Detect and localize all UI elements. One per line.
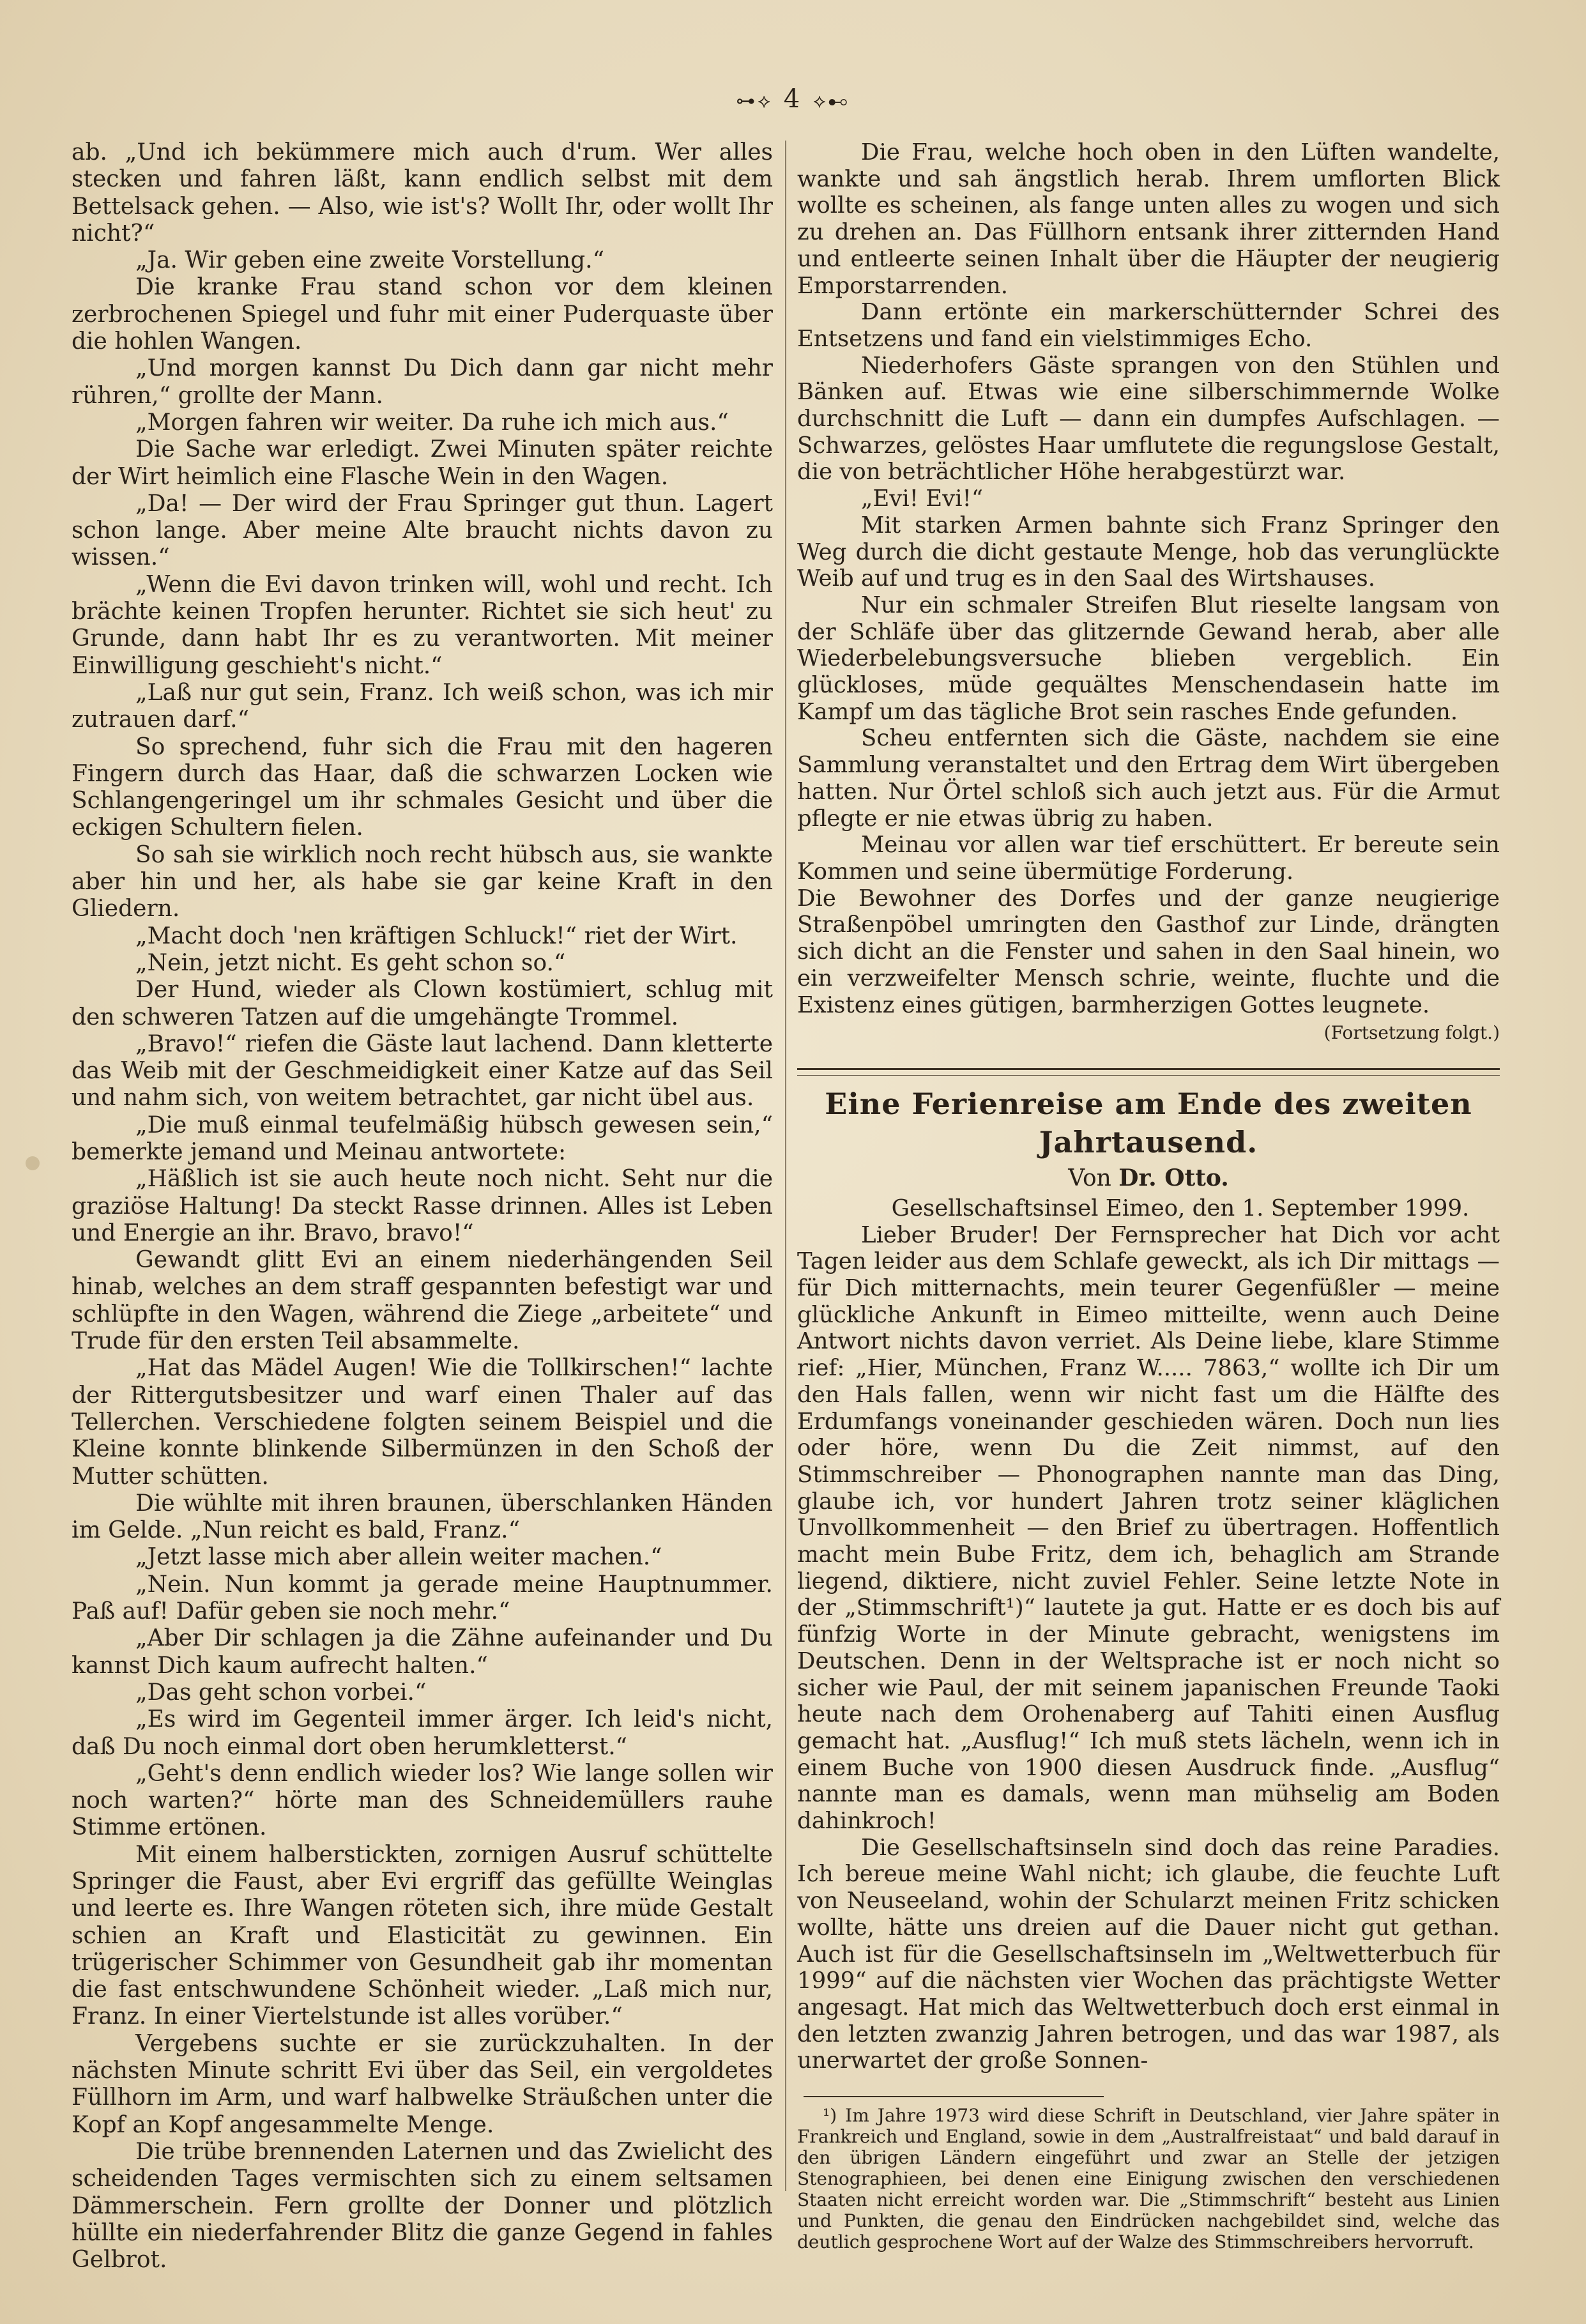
paragraph: Scheu entfernten sich die Gäste, nachdem sie eine Sammlung veranstaltet und den Ertrag dem Wirt übergeben hatten. Nur Örtel schloß sich auch jetzt aus. Für die Armut pflegte er nie etwas übrig zu haben.	[797, 725, 1500, 832]
article-dateline: Gesellschaftsinsel Eimeo, den 1. September 1999.	[891, 1195, 1470, 1221]
article-body	[797, 1222, 1500, 2075]
paragraph: Die Bewohner des Dorfes und der ganze neugierige Straßenpöbel umringten den Gasthof zur Linde, drängten sich dicht an die Fenster und sahen in den Saal hinein, wo ein verzweifelter Mensch schrie, weinte, fluchte und die Existenz eines gütigen, barmherzigen Gottes leugnete.	[797, 885, 1500, 1018]
paragraph: „Das geht schon vorbei.“	[135, 1679, 427, 1706]
punch-hole	[26, 1156, 40, 1170]
page-number	[0, 84, 1586, 114]
right-column	[797, 139, 1500, 2252]
paragraph: Mit starken Armen bahnte sich Franz Springer den Weg durch die dicht gestaute Menge, hob das verunglückte Weib auf und trug es in den Saal des Wirtshauses.	[797, 512, 1500, 592]
page-number-value: 4	[783, 84, 803, 114]
paragraph: „Evi! Evi!“	[861, 485, 984, 512]
paragraph: „Und morgen kannst Du Dich dann gar nicht mehr rühren,“ grollte der Mann.	[72, 355, 773, 409]
paragraph: Die trübe brennenden Laternen und das Zwielicht des scheidenden Tages vermischten sich zu einem seltsamen Dämmerschein. Fern grollte der Donner und plötzlich hüllte ein niederfahrender Blitz die ganze Gegend in fahles Gelbrot.	[72, 2138, 773, 2274]
paragraph: „Geht's denn endlich wieder los? Wie lange sollen wir noch warten?“ hörte man des Schneidemüllers rauhe Stimme ertönen.	[72, 1760, 773, 1841]
footnote-rule	[804, 2096, 1104, 2097]
story-continuation	[797, 139, 1500, 1018]
paragraph: Der Hund, wieder als Clown kostümiert, schlug mit den schweren Tatzen auf die umgehängte Trommel.	[72, 977, 773, 1030]
paragraph: „Laß nur gut sein, Franz. Ich weiß schon, was ich mir zutrauen darf.“	[72, 679, 773, 733]
paragraph: „Hat das Mädel Augen! Wie die Tollkirschen!“ lachte der Rittergutsbesitzer und warf einen Thaler auf das Tellerchen. Verschiedene folgten seinem Beispiel und die Kleine konnte blinkende Silbermünzen in den Schoß der Mutter schütten.	[72, 1355, 773, 1490]
paragraph: Niederhofers Gäste sprangen von den Stühlen und Bänken auf. Etwas wie eine silberschimmernde Wolke durchschnitt die Luft — dann ein dumpfes Aufschlagen. — Schwarzes, gelöstes Haar umflutete die regungslose Gestalt, die von beträchtlicher Höhe herabgestürzt war.	[797, 352, 1500, 485]
paragraph: „Aber Dir schlagen ja die Zähne aufeinander und Du kannst Dich kaum aufrecht halten.“	[72, 1625, 773, 1679]
paragraph: Die Sache war erledigt. Zwei Minuten später reichte der Wirt heimlich eine Flasche Wein in den Wagen.	[72, 436, 773, 490]
paragraph: Die wühlte mit ihren braunen, überschlanken Händen im Gelde. „Nun reicht es bald, Franz.“	[72, 1490, 773, 1544]
ornament-left: ⊶⟡	[736, 90, 774, 112]
paragraph: „Da! — Der wird der Frau Springer gut thun. Lagert schon lange. Aber meine Alte braucht nichts davon zu wissen.“	[72, 490, 773, 571]
paragraph: Die kranke Frau stand schon vor dem kleinen zerbrochenen Spiegel und fuhr mit einer Puderquaste über die hohlen Wangen.	[72, 274, 773, 355]
paragraph: „Es wird im Gegenteil immer ärger. Ich leid's nicht, daß Du noch einmal dort oben herumkletterst.“	[72, 1706, 773, 1760]
continuation-line	[797, 1018, 1500, 1046]
paragraph: „Wenn die Evi davon trinken will, wohl und recht. Ich brächte keinen Tropfen herunter. Richtet sie sich heut' zu Grunde, dann habt Ihr es zu verantworten. Mit meiner Einwilligung geschieht's nicht.“	[72, 571, 773, 679]
paragraph: „Jetzt lasse mich aber allein weiter machen.“	[135, 1544, 662, 1571]
paragraph: Nur ein schmaler Streifen Blut rieselte langsam von der Schläfe über das glitzernde Gewand herab, aber alle Wiederbelebungsversuche blieben vergeblich. Ein glückloses, müde gequältes Menschendasein hatte im Kampf um das tägliche Brot sein rasches Ende gefunden.	[797, 592, 1500, 725]
paragraph: „Bravo!“ riefen die Gäste laut lachend. Dann kletterte das Weib mit der Geschmeidigkeit einer Katze auf das Seil und nahm sich, von weitem betrachtet, gar nicht übel aus.	[72, 1030, 773, 1112]
paragraph: Gewandt glitt Evi an einem niederhängenden Seil hinab, welches an dem straff gespannten befestigt war und schlüpfte in den Wagen, während die Ziege „arbeitete“ und Trude für den ersten Teil absammelte.	[72, 1247, 773, 1355]
footnote: ¹) Im Jahre 1973 wird diese Schrift in Deutschland, vier Jahre später in Frankreich und England, sowie in dem „Australfreistaat“ und bald darauf in den übrigen Ländern eingeführt und zwar an Stelle der jetzigen Stenographieen, bei denen eine Einigung zwischen den verschiedenen Staaten nicht erreicht worden war. Die „Stimmschrift“ besteht aus Linien und Punkten, die genau den Eindrücken nachgebildet sind, welche das deutlich gesprochene Wort auf der Walze des Stimmschreibers hervorruft.	[797, 2105, 1500, 2253]
paragraph: „Ja. Wir geben eine zweite Vorstellung.“	[135, 247, 604, 274]
paragraph: Mit einem halberstickten, zornigen Ausruf schüttelte Springer die Faust, aber Evi ergriff das gefüllte Weinglas und leerte es. Ihre Wangen röteten sich, ihre müde Gestalt schien an Kraft und Elasticität zu gewinnen. Ein trügerischer Schimmer von Gesundheit gab ihr momentan die fast entschwundene Schönheit wieder. „Laß mich nur, Franz. In einer Viertelstunde ist alles vorüber.“	[72, 1841, 773, 2030]
paragraph: Meinau vor allen war tief erschüttert. Er bereute sein Kommen und seine übermütige Forderung.	[797, 832, 1500, 885]
byline-prefix: Von	[1068, 1165, 1111, 1191]
column-divider	[785, 141, 786, 2191]
article-separator	[797, 1068, 1500, 1070]
paragraph: Vergebens suchte er sie zurückzuhalten. In der nächsten Minute schritt Evi über das Seil, ein vergoldetes Füllhorn im Arm, und warf halbwelke Sträußchen unter die Kopf an Kopf angesammelte Menge.	[72, 2030, 773, 2138]
paragraph: Die Frau, welche hoch oben in den Lüften wandelte, wankte und sah ängstlich herab. Ihrem umflorten Blick wollte es scheinen, als fange unten alles zu wogen und sich zu drehen an. Das Füllhorn entsank ihrer zitternden Hand und entleerte seinen Inhalt über die Häupter der neugierig Emporstarrenden.	[797, 139, 1500, 299]
paragraph: Die Gesellschaftsinseln sind doch das reine Paradies. Ich bereue meine Wahl nicht; ich glaube, die feuchte Luft von Neuseeland, wohin der Schularzt meinen Fritz schicken wollte, hätte uns dreien auf die Dauer nicht gut gethan. Auch ist für die Gesellschaftsinseln im „Weltwetterbuch für 1999“ auf die nächsten vier Wochen das prächtigste Wetter angesagt. Hat mich das Weltwetterbuch doch erst einmal in den letzten zwanzig Jahren betrogen, und das war 1987, als unerwartet der große Sonnen-	[797, 1834, 1500, 2074]
continuation-note: (Fortsetzung folgt.)	[1323, 1022, 1500, 1044]
paragraph: Lieber Bruder! Der Fernsprecher hat Dich vor acht Tagen leider aus dem Schlafe geweckt, als ich Dir mittags — für Dich mitternachts, mein teurer Gegenfüßler — meine glückliche Ankunft in Eimeo mitteilte, wenn auch Deine Antwort nichts davon verriet. Als Deine liebe, klare Stimme rief: „Hier, München, Franz W..... 7863,“ wollte ich Dir um den Hals fallen, wenn wir nicht fast um die Hälfte des Erdumfangs voneinander geschieden wären. Doch nun lies oder höre, wenn Du die Zeit nimmst, auf den Stimmschreiber — Phonographen nannte man das Ding, glaube ich, vor hundert Jahren trotz seiner kläglichen Unvollkommenheit — den Brief zu übertragen. Hoffentlich macht mein Bube Fritz, dem ich, behaglich am Strande liegend, diktiere, nicht zuviel Fehler. Seine letzte Note in der „Stimmschrift¹)“ lautete ja gut. Hatte er es doch bis auf fünfzig Worte in der Minute gebracht, wenigstens im Deutschen. Denn in der Weltsprache ist er noch nicht so sicher wie Paul, der mit seinem japanischen Freunde Taoki heute nach dem Orohenaberg auf Tahiti einen Ausflug gemacht hat. „Ausflug!“ Ich muß stets lächeln, wenn ich in einem Buche von 1900 diesen Ausdruck finde. „Ausflug“ nannte man es damals, wenn man mühselig am Boden dahinkroch!	[797, 1221, 1500, 1835]
article-byline	[797, 1164, 1500, 1193]
paragraph: „Die muß einmal teufelmäßig hübsch gewesen sein,“ bemerkte jemand und Meinau antwortete:	[72, 1112, 773, 1165]
paragraph: So sah sie wirklich noch recht hübsch aus, sie wankte aber hin und her, als habe sie gar keine Kraft in den Gliedern.	[72, 841, 773, 922]
ornament-right: ⟡⊷	[812, 90, 850, 112]
paragraph: So sprechend, fuhr sich die Frau mit den hageren Fingern durch das Haar, daß die schwarzen Locken wie Schlangengeringel um ihr schmales Gesicht und über die eckigen Schultern fielen.	[72, 733, 773, 841]
article-title: Eine Ferienreise am Ende des zweiten Jahrtausend.	[825, 1086, 1472, 1159]
paragraph: „Morgen fahren wir weiter. Da ruhe ich mich aus.“	[135, 409, 729, 436]
paragraph: Dann ertönte ein markerschütternder Schrei des Entsetzens und fand ein vielstimmiges Echo.	[797, 299, 1500, 352]
byline-author: Dr. Otto.	[1118, 1164, 1229, 1191]
paragraph: ab. „Und ich bekümmere mich auch d'rum. Wer alles stecken und fahren läßt, kann endlich selbst mit dem Bettelsack gehen. — Also, wie ist's? Wollt Ihr, oder wollt Ihr nicht?“	[72, 139, 773, 247]
paragraph: „Häßlich ist sie auch heute noch nicht. Seht nur die graziöse Haltung! Da steckt Rasse drinnen. Alles ist Leben und Energie an ihr. Bravo, bravo!“	[72, 1166, 773, 1246]
paragraph: „Macht doch 'nen kräftigen Schluck!“ riet der Wirt.	[135, 922, 738, 949]
article-separator-thin	[797, 1075, 1500, 1076]
paragraph: „Nein. Nun kommt ja gerade meine Hauptnummer. Paß auf! Dafür geben sie noch mehr.“	[72, 1571, 773, 1625]
paragraph: „Nein, jetzt nicht. Es geht schon so.“	[135, 949, 566, 976]
left-column	[72, 139, 773, 2274]
